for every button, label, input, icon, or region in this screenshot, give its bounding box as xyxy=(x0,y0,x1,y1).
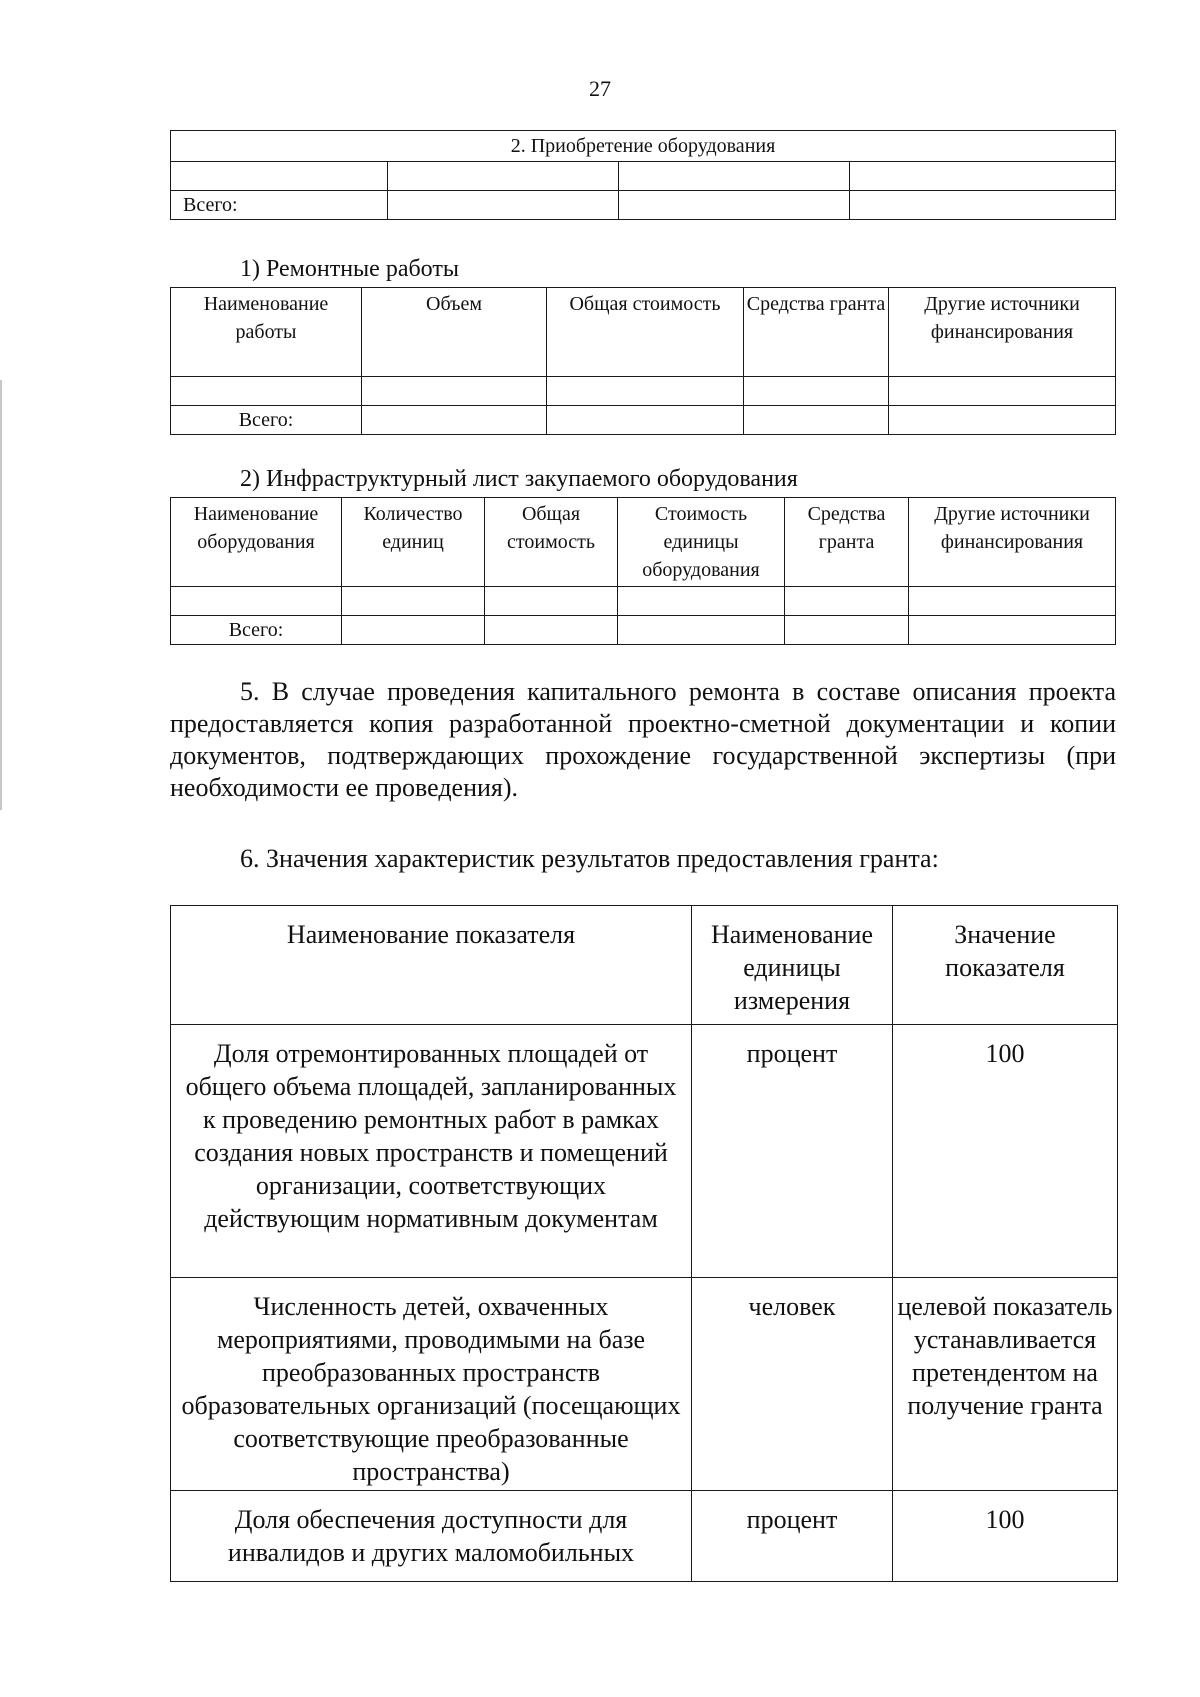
column-header: Стоимость единицы оборудования xyxy=(618,498,785,587)
table-row xyxy=(171,587,1116,616)
table-row xyxy=(171,377,1116,406)
scan-edge xyxy=(0,380,2,810)
table-cell xyxy=(785,616,909,645)
page-number: 27 xyxy=(589,76,611,101)
table-cell xyxy=(889,406,1116,435)
column-header: Другие источники финансирования xyxy=(909,498,1116,587)
table-cell xyxy=(618,587,785,616)
table-cell xyxy=(889,377,1116,406)
table-cell xyxy=(171,162,388,191)
table-cell xyxy=(850,162,1116,191)
column-header: Наименование единицы измерения xyxy=(692,906,893,1025)
table-cell xyxy=(618,616,785,645)
column-header: Количество единиц xyxy=(342,498,485,587)
table-cell xyxy=(485,587,618,616)
table-cell xyxy=(547,377,744,406)
indicator-value: целевой показатель устанавливается претендентом на получение гранта xyxy=(893,1278,1118,1491)
table-cell xyxy=(388,191,619,220)
paragraph-6: 6. Значения характеристик результатов предоставления гранта: xyxy=(240,844,939,873)
table-cell xyxy=(342,587,485,616)
column-header: Другие источники финансирования xyxy=(889,288,1116,377)
repair-heading: 1) Ремонтные работы xyxy=(240,256,459,282)
table-cell xyxy=(909,616,1116,645)
equipment-table xyxy=(170,130,1116,220)
column-header: Объем xyxy=(362,288,547,377)
table-cell xyxy=(547,406,744,435)
table-cell xyxy=(619,162,850,191)
paragraph-5: 5. В случае проведения капитального ремонта в составе описания проекта предоставляется копия разработанной проектно-сметной документации и копии документов, подтверждающих прохождение государственной экспертизы (при необходимости ее проведения). xyxy=(170,677,1116,802)
column-header: Общая стоимость xyxy=(547,288,744,377)
table-cell xyxy=(171,377,362,406)
table-cell xyxy=(850,191,1116,220)
column-header: Наименование показателя xyxy=(171,906,692,1025)
table-row xyxy=(171,1491,1118,1582)
table-row xyxy=(171,1025,1118,1278)
table-row xyxy=(171,616,1116,645)
column-header: Общая стоимость xyxy=(485,498,618,587)
table-row xyxy=(171,162,1116,191)
indicator-name: Численность детей, охваченных мероприятиями, проводимыми на базе преобразованных пространств образовательных организаций (посещающих соответствующие преобразованные пространства) xyxy=(171,1278,692,1491)
table-cell xyxy=(744,406,889,435)
equipment-table-title: 2. Приобретение оборудования xyxy=(171,131,1116,162)
column-header: Средства гранта xyxy=(785,498,909,587)
indicator-value: 100 xyxy=(893,1025,1118,1278)
table-row xyxy=(171,1278,1118,1491)
total-label: Всего: xyxy=(171,191,388,220)
table-cell xyxy=(785,587,909,616)
table-cell xyxy=(909,587,1116,616)
table-cell xyxy=(362,406,547,435)
table-cell xyxy=(171,587,342,616)
indicator-unit: процент xyxy=(692,1491,893,1582)
indicator-value: 100 xyxy=(893,1491,1118,1582)
indicator-unit: человек xyxy=(692,1278,893,1491)
table-cell xyxy=(342,616,485,645)
repair-table xyxy=(170,287,1116,435)
table-cell xyxy=(619,191,850,220)
total-label: Всего: xyxy=(171,406,362,435)
indicator-unit: процент xyxy=(692,1025,893,1278)
infra-table xyxy=(170,497,1116,645)
table-row xyxy=(171,191,1116,220)
table-cell xyxy=(362,377,547,406)
table-cell xyxy=(388,162,619,191)
table-cell xyxy=(485,616,618,645)
indicator-name: Доля отремонтированных площадей от общего объема площадей, запланированных к проведению ремонтных работ в рамках создания новых пространств и помещений организации, соответствующих действующим нормативным документам xyxy=(171,1025,692,1278)
column-header: Наименование оборудования xyxy=(171,498,342,587)
column-header: Наименование работы xyxy=(171,288,362,377)
infra-heading: 2) Инфраструктурный лист закупаемого оборудования xyxy=(240,466,798,492)
indicators-table xyxy=(170,905,1118,1582)
column-header: Значение показателя xyxy=(893,906,1118,1025)
table-row xyxy=(171,406,1116,435)
indicator-name: Доля обеспечения доступности для инвалидов и других маломобильных xyxy=(171,1491,692,1582)
total-label: Всего: xyxy=(171,616,342,645)
table-cell xyxy=(744,377,889,406)
column-header: Средства гранта xyxy=(744,288,889,377)
